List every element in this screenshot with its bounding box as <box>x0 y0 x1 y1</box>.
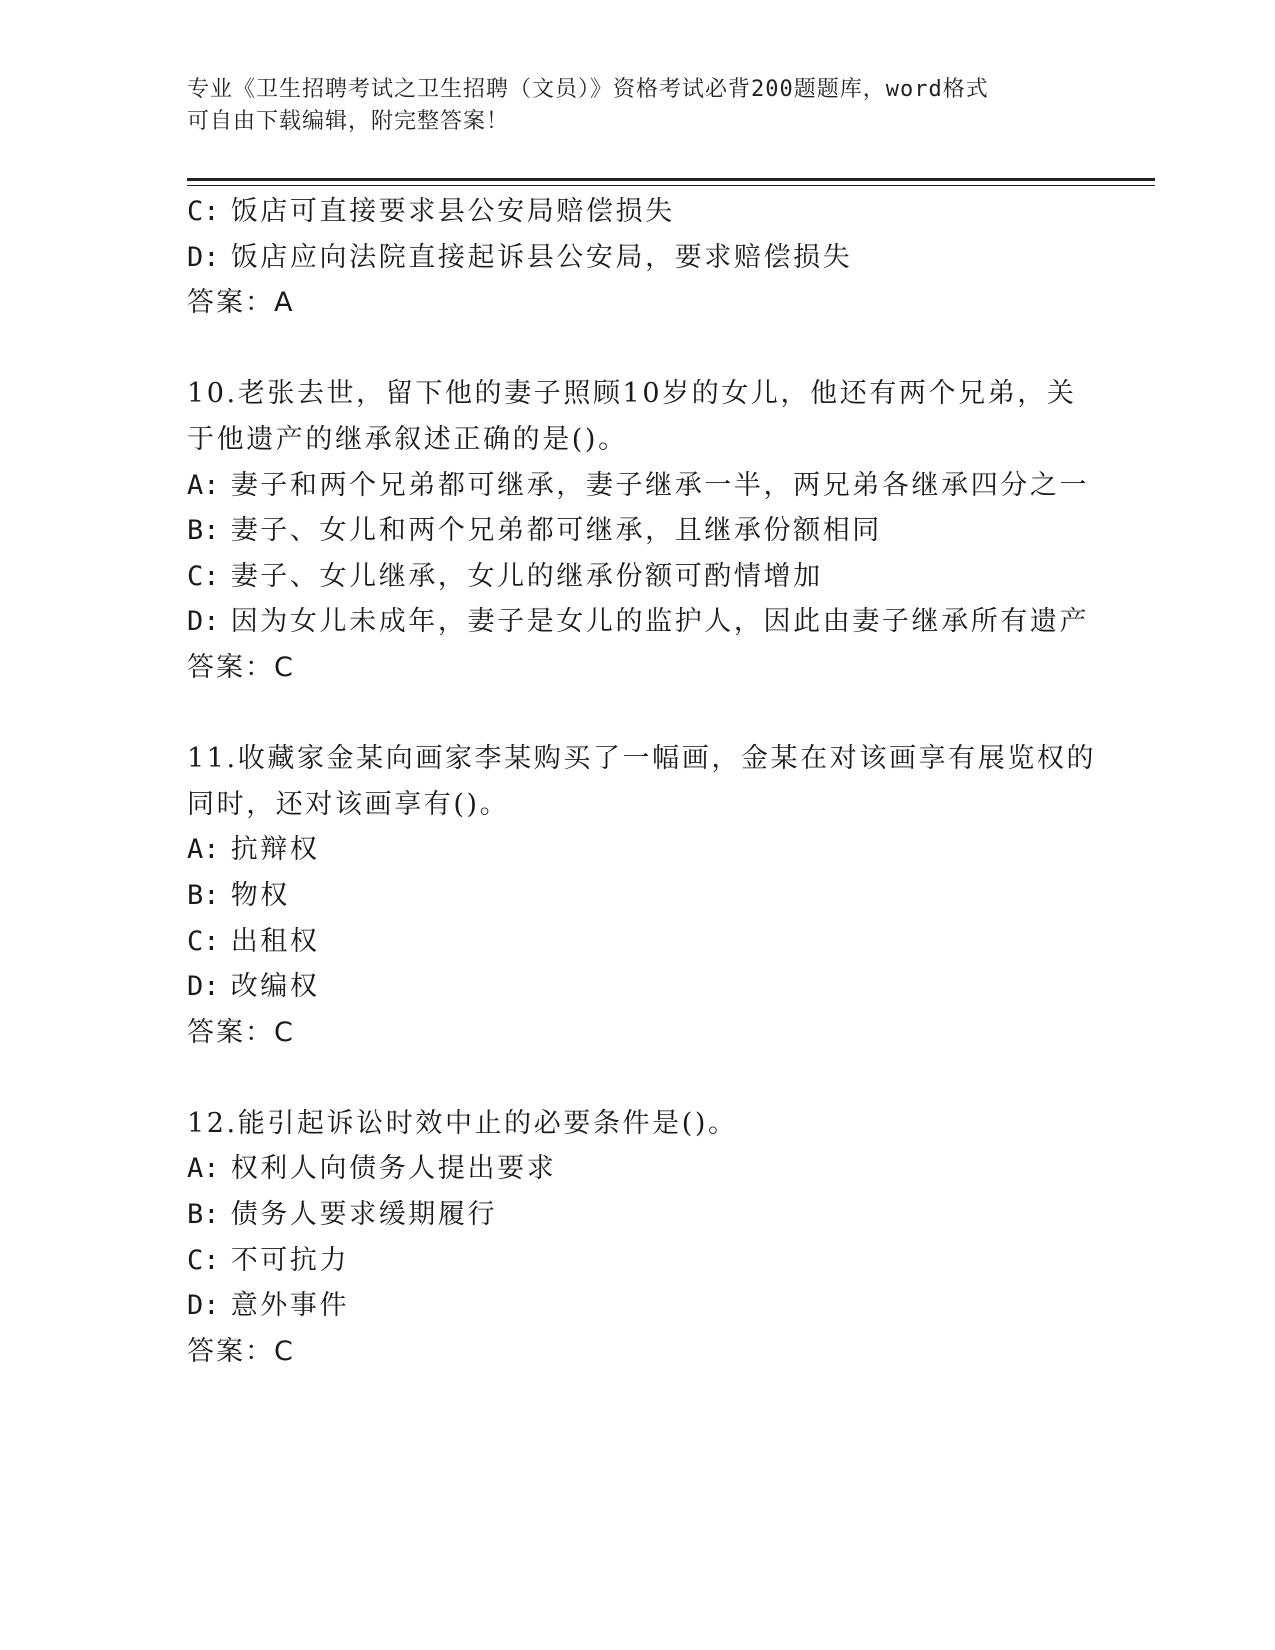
option-key: A: <box>187 469 220 501</box>
spacer <box>187 326 1087 372</box>
question-stem-continued: 同时，还对该画享有()。 <box>187 788 510 820</box>
option-text: 改编权 <box>230 971 320 1003</box>
option-row <box>187 1283 1087 1329</box>
header-title-line-1: 专业《卫生招聘考试之卫生招聘（文员）》资格考试必背200题题库，word格式 <box>187 77 989 102</box>
option-key: A: <box>187 1153 220 1185</box>
answer-line: 答案：C <box>187 1335 295 1367</box>
option-text: 出租权 <box>230 925 320 957</box>
option-row <box>187 508 1087 554</box>
option-text: 意外事件 <box>230 1290 350 1322</box>
header-divider-thin <box>187 185 1155 186</box>
option-key: D: <box>187 971 220 1003</box>
question-stem: 12.能引起诉讼时效中止的必要条件是()。 <box>187 1107 738 1139</box>
option-text: 物权 <box>230 879 290 911</box>
option-key: C: <box>187 560 220 592</box>
spacer <box>187 691 1087 737</box>
option-key: C: <box>187 925 220 957</box>
option-key: D: <box>187 1290 220 1322</box>
option-text: 妻子、女儿和两个兄弟都可继承，且继承份额相同 <box>230 515 882 547</box>
option-key: B: <box>187 515 220 547</box>
answer-line: 答案：C <box>187 651 295 683</box>
option-key: D: <box>187 606 220 638</box>
option-row <box>187 964 1087 1010</box>
option-key: B: <box>187 1199 220 1231</box>
option-text: 抗辩权 <box>230 834 320 866</box>
option-key: A: <box>187 834 220 866</box>
option-row <box>187 827 1087 873</box>
option-row <box>187 463 1090 509</box>
option-text: 权利人向债务人提出要求 <box>230 1153 557 1185</box>
header-title-line-2: 可自由下载编辑，附完整答案！ <box>187 109 510 134</box>
spacer <box>187 1055 1087 1101</box>
option-row <box>187 554 1087 600</box>
option-text: 不可抗力 <box>230 1244 350 1276</box>
option-text: 因为女儿未成年，妻子是女儿的监护人，因此由妻子继承所有遗产 <box>230 606 1090 638</box>
question-stem: 11.收藏家金某向画家李某购买了一幅画，金某在对该画享有展览权的 <box>187 743 1097 775</box>
option-key: D: <box>187 241 220 273</box>
option-key: C: <box>187 196 220 227</box>
question-content <box>187 189 1097 1374</box>
answer-line: 答案：C <box>187 1016 295 1048</box>
option-text: 妻子、女儿继承，女儿的继承份额可酌情增加 <box>230 560 823 592</box>
option-row <box>187 599 1090 645</box>
question-stem: 10.老张去世，留下他的妻子照顾10岁的女儿，他还有两个兄弟，关 <box>187 378 1077 410</box>
option-row <box>187 1192 1087 1238</box>
option-row <box>187 189 1087 235</box>
option-text: 饭店应向法院直接起诉县公安局，要求赔偿损失 <box>230 241 853 273</box>
answer-line: 答案：A <box>187 287 295 319</box>
document-header <box>187 74 1087 138</box>
option-key: C: <box>187 1244 220 1276</box>
option-text: 债务人要求缓期履行 <box>230 1199 498 1231</box>
option-row <box>187 919 1087 965</box>
option-row <box>187 235 1087 281</box>
option-text: 饭店可直接要求县公安局赔偿损失 <box>230 196 675 227</box>
option-row <box>187 873 1087 919</box>
question-stem-continued: 于他遗产的继承叙述正确的是()。 <box>187 423 628 455</box>
header-divider-thick <box>187 178 1155 181</box>
option-text: 妻子和两个兄弟都可继承，妻子继承一半，两兄弟各继承四分之一 <box>230 469 1090 501</box>
option-key: B: <box>187 879 220 911</box>
option-row <box>187 1238 1087 1284</box>
option-row <box>187 1146 1087 1192</box>
